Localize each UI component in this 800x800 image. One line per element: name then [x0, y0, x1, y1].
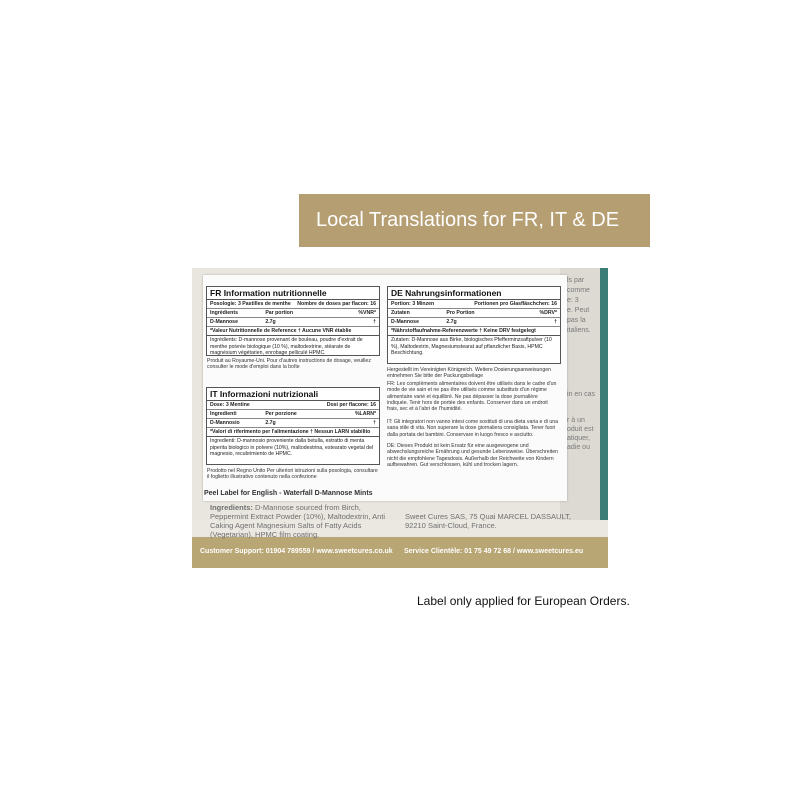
fr-r-dagger: † — [373, 319, 376, 325]
box-ingredients — [210, 503, 400, 539]
edge-text: oduit est — [567, 426, 594, 433]
it-r-amount: 2.7g — [265, 420, 276, 426]
fr-h-per-portion: Par portion — [265, 310, 293, 316]
edge-text: atiquer, — [567, 435, 590, 442]
fr-h-vnr: %VNR* — [358, 310, 376, 316]
it-title: IT Informazioni nutrizionali — [207, 388, 379, 401]
de-doses-per-bottle: Portionen pro Glasfläschchen: 16 — [474, 301, 557, 307]
de-nutrition-panel — [387, 286, 561, 364]
translations-banner: Local Translations for FR, IT & DE — [299, 194, 650, 247]
de-ingredients: Zutaten: D-Mannose aus Birke, biologisches Pfefferminzsaftpulver (10 %), Maltodextrin, Magnesiumstearat auf pflanzlicher Basis, HPMC Beschichtung. — [391, 337, 552, 356]
footer-customer-support: Customer Support: 01904 789559 / www.sweetcures.co.uk — [200, 548, 393, 555]
fr-warning: FR: Les compléments alimentaires doivent être utilisés dans le cadre d'un mode de vie sain et ne pas être utilisés comme substituts d'un régime alimentaire varié et équilibré. Ne pas dépasser la dose journalière indiquée. Tenir hors de portée des enfants. Conserver dans un endroit frais, sec et à l'abri de l'humidité. — [387, 381, 557, 413]
it-ingredients: Ingredienti: D-mannosio proveniente dalla betulla, estratto di menta piperita biologico in polvere (10%), maltodestrina, estearato vegetal del magnesio, recubrimiento de HPMC. — [210, 438, 374, 457]
fr-h-ingredients: Ingrédients — [210, 310, 238, 316]
it-r-mannose: D-Mannosio — [210, 420, 240, 426]
it-doses-per-bottle: Dosi per flacone: 16 — [326, 402, 376, 408]
de-h-ingredients: Zutaten — [391, 310, 410, 316]
edge-text: in en cas — [567, 391, 596, 398]
it-note: *Valori di riferimento per l'alimentazione † Nessun LARN stabilito — [210, 429, 371, 435]
it-dose: Dose: 3 Mentine — [210, 402, 250, 408]
de-r-amount: 2.7g — [446, 319, 457, 325]
edge-text: ls par — [567, 277, 585, 284]
peel-label-instruction: Peel Label for English - Waterfall D-Mannose Mints — [204, 490, 373, 497]
edge-text: e: 3 — [567, 297, 579, 304]
edge-text: adie ou — [567, 444, 590, 451]
de-note: *Nährstoffaufnahme-Referenzwerte † Keine DRV festgelegt — [391, 328, 536, 334]
fr-dose: Posologie: 3 Pastilles de menthe — [210, 301, 291, 307]
fr-ingredients: Ingrédients: D-mannose provenant de bouleau, poudre d'extrait de menthe poivrée biologique (10 %), maltodextrine, stéarate de magnésium végétarien, enrobage pelliculé HPMC. — [210, 337, 363, 356]
edge-text: r à un — [567, 417, 585, 424]
de-title: DE Nahrungsinformationen — [388, 287, 560, 300]
de-h-drv: %DRV* — [539, 310, 557, 316]
fr-title: FR Information nutritionnelle — [207, 287, 379, 300]
fr-nutrition-panel — [206, 286, 380, 356]
de-r-mannose: D-Mannose — [391, 319, 419, 325]
de-warning: DE: Dieses Produkt ist kein Ersatz für eine ausgewogene und abwechslungsreiche Ernährung und gesunde Lebensweise. Überschreiten nicht die empfohlene Tagesdosis. Außerhalb der Reichweite von Kindern aufbewahren. Gut verschlossen, kühl und trocken lagern. — [387, 443, 559, 468]
edge-text: italiens. — [567, 327, 591, 334]
fr-r-mannose: D-Mannose — [210, 319, 238, 325]
it-nutrition-panel — [206, 387, 380, 465]
it-h-larn: %LARN* — [354, 411, 376, 417]
caption: Label only applied for European Orders. — [417, 594, 630, 608]
it-footer: Prodotto nel Regno Unito Per ulteriori istruzioni sulla posologia, consultare il foglietto illustrativo contenuto nella confezione — [207, 468, 378, 481]
fr-footer: Produit au Royaume-Uni. Pour d'autres instructions de dosage, veuillez consulter le mode d'emploi dans la boîte — [207, 358, 371, 371]
de-dose: Portion: 3 Minzen — [391, 301, 435, 307]
edge-text: e. Peut — [567, 307, 590, 314]
edge-text: pas la — [567, 317, 586, 324]
footer-service-clientele: Service Clientèle: 01 75 49 72 68 / www.sweetcures.eu — [404, 548, 584, 555]
de-h-per-portion: Pro Portion — [446, 310, 475, 316]
box-address: Sweet Cures SAS, 75 Quai MARCEL DASSAULT, 92210 Saint-Cloud, France. — [405, 512, 571, 530]
box-ingredients-label: Ingredients: — [210, 503, 253, 512]
de-footer: Hergestellt im Vereinigten Königreich. Weitere Dosierungsanweisungen entnehmen Sie bitte der Packungsbeilage — [387, 367, 551, 380]
de-r-dagger: † — [554, 319, 557, 325]
edge-text: comme — [567, 287, 590, 294]
it-h-ingredients: Ingredienti — [210, 411, 237, 417]
it-h-per-portion: Per porzione — [265, 411, 297, 417]
fr-note: *Valeur Nutritionnelle de Reference † Aucune VNR établie — [210, 328, 352, 334]
fr-doses-per-bottle: Nombre de doses par flacon: 16 — [297, 301, 376, 307]
box-ingredients-text: D-Mannose sourced from Birch, Peppermint Extract Powder (10%), Maltodextrin, Anti Caking Agent Magnesium Salts of Fatty Acids (Vegetarian), HPMC film coating. — [210, 503, 386, 539]
it-r-dagger: † — [373, 420, 376, 426]
it-warning: IT: Gli integratori non vanno intesi come sostituti di una dieta varia e di una sana stile di vita. Non superare la dose giornaliera consigliata. Tener fuori dalla portata dei bambini. Conservare in luogo fresco e asciutto. — [387, 419, 558, 438]
fr-r-amount: 2.7g — [265, 319, 276, 325]
